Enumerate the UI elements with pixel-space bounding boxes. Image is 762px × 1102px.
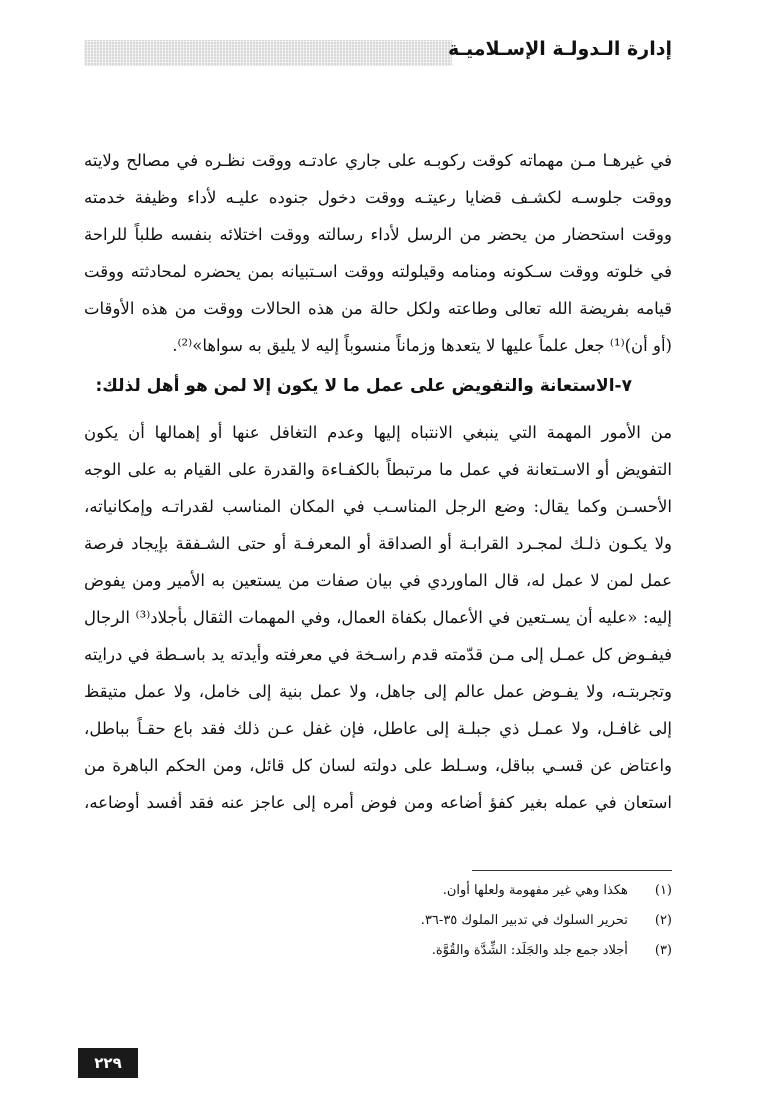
- text-line: في خلوته ووقت سـكونه ومنامه وقيلولته ووقت اسـتبيانه بمن يحضره لمحادثته ووقت: [84, 262, 672, 281]
- text-line: ووقت استحضار من يحضر من الرسل لأداء رسالته ووقت اختلائه بنفسه طلباً للراحة: [84, 225, 672, 244]
- text-line: إلى غافـل، ولا عمـل ذي جبلـة إلى عاطل، فإن غفل عـن ذلك فقد باع حقـاً بباطل،: [84, 719, 672, 738]
- running-header: [84, 36, 672, 76]
- text-line: واعتاض عن قسـي بباقل، وسـلط على دولته لسان كل قائل، ومن الحكم الباهرة من: [84, 756, 672, 775]
- footnote-number: (١): [654, 883, 672, 898]
- text-line: فيفـوض كل عمـل إلى مـن قدّمته قدم راسـخة في معرفته وأيدته يد باسـطة في درايته: [84, 645, 672, 664]
- footnote-text: هكذا وهي غير مفهومة ولعلها أوان.: [442, 883, 628, 898]
- text-line: (أو أن)⁽¹⁾ جعل علماً عليها لا يتعدها وزماناً منسوباً إليه لا يليق به سواها»⁽²⁾.: [172, 336, 672, 355]
- footnote-text: تحرير السلوك في تدبير الملوك ٣٥-٣٦.: [420, 913, 628, 928]
- text-line: ولا يكـون ذلـك لمجـرد القرابـة أو الصداقة أو المعرفـة أو حتى الشـفقة بإيجاد فرصة: [84, 534, 672, 553]
- text-line: في غيرهـا مـن مهماته كوقت ركوبـه على جاري عادتـه ووقت نظـره في مصالح ولايته: [84, 151, 672, 170]
- footnote-number: (٢): [654, 913, 672, 928]
- footnote: [84, 876, 672, 906]
- header-title: إدارة الـدولـة الإسـلاميـة: [447, 38, 672, 60]
- text-line: عمل لمن لا عمل له، قال الماوردي في بيان صفات من يستعين به الأمير ومن يفوض: [84, 571, 672, 590]
- footnote-divider: [472, 870, 672, 871]
- footnotes: [84, 876, 672, 966]
- section-heading: ٧-الاستعانة والتفويض على عمل ما لا يكون إلا لمن هو أهل لذلك:: [95, 376, 632, 396]
- text-line: الأحسـن وكما يقال: وضع الرجل المناسـب في المكان المناسب لقدراتـه وإمكانياته،: [84, 497, 672, 516]
- text-line: قيامه بفريضة الله تعالى وطاعته ولكل حالة من هذه الحالات ووقت من هذه الأوقات: [84, 299, 672, 318]
- text-line: التفويض أو الاسـتعانة في عمل ما مرتبطاً بالكفـاءة والقدرة على القيام به على الوجه: [84, 460, 672, 479]
- text-line: من الأمور المهمة التي ينبغي الانتباه إليها وعدم التغافل عنها أو إهمالها أن يكون: [84, 423, 672, 442]
- text-line: استعان في عمله بغير كفؤ أضاعه ومن فوض أمره إلى عاجز عنه فقد أفسد أوضاعه،: [84, 793, 672, 812]
- header-decorative-bar: [84, 40, 452, 66]
- footnote: [84, 906, 672, 936]
- main-text: [84, 142, 672, 821]
- text-line: ووقت جلوسـه لكشـف قضايا رعيتـه ووقت دخول جنوده عليـه لأداء وظيفة خدمته: [84, 188, 672, 207]
- footnote-text: أجلاد جمع جلد والجَلَد: الشِّدَّة والقُوَّة.: [431, 943, 628, 958]
- footnote-number: (٣): [654, 943, 672, 958]
- text-line: وتجربتـه، ولا يفـوض عمل عالم إلى جاهل، ولا عمل بنية إلى خامل، ولا عمل متيقظ: [84, 682, 672, 701]
- page-number: ٢٢٩: [78, 1048, 138, 1078]
- text-line: إليه: «عليه أن يسـتعين في الأعمال بكفاة العمال، وفي المهمات الثقال بأجلاد⁽³⁾ الرجال: [84, 608, 672, 627]
- footnote: [84, 936, 672, 966]
